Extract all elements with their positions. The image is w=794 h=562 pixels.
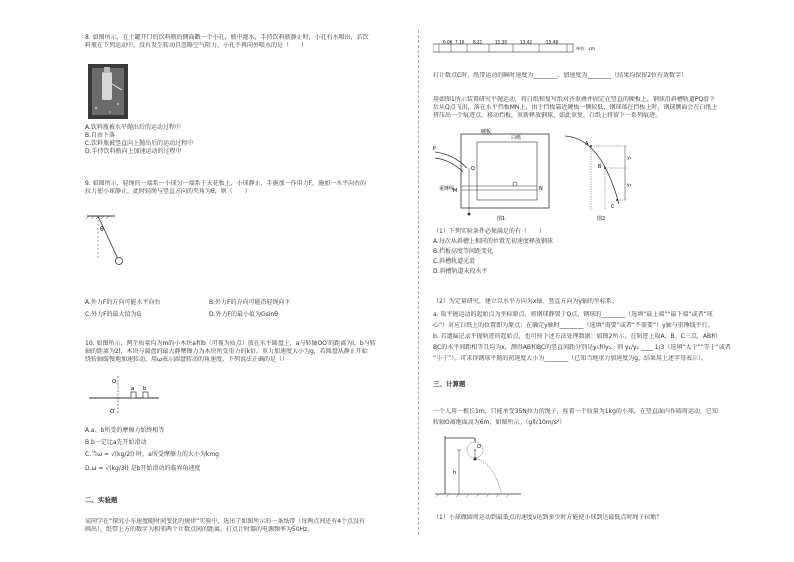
point-b-label: B (598, 164, 602, 170)
theta-label: θ (100, 226, 104, 233)
option-b: B.自由下落 (85, 132, 116, 139)
figure-2-caption: 图2 (597, 216, 606, 222)
point-c-label: C (611, 204, 615, 210)
tape-unit: 单位：cm (576, 46, 595, 51)
axis-o-prime-label: O′ (110, 409, 116, 415)
question-10 (85, 340, 407, 364)
option-a: A.a、b所受的摩擦力始终相等 (85, 427, 165, 434)
question-8-line-2: 料瓶在下列运动中，没有发生转动且忽略空气阻力，小孔不再向外喷水的是（ ） (85, 42, 308, 49)
question-9-line-2: 拉力使小球静止，此时轻绳与竖直方向的夹角为θ，则（ ） (85, 188, 251, 195)
label-n: N (539, 186, 543, 192)
option-d: D.斜槽轨道末段水平 (433, 268, 488, 275)
question-10-line-2: 轴的距离为2l，木块与圆盘的最大静摩擦力为木块所受重力的k倍，重力加速度大小为g，若圆盘从静止开始 (85, 348, 368, 355)
question-13 (433, 408, 758, 427)
part-2-line-4: b. 若遗漏记录平抛轨迹的起始点，也可按下述方法处理数据：如图2所示，在轨迹上取A、B、C三点，AB和 (433, 333, 718, 340)
block-b-label: b (143, 386, 147, 392)
point-a-label: A (585, 141, 589, 147)
option-c: C.斜槽轨道光滑 (433, 258, 476, 265)
option-a: A.外力F的方向可能水平向右 (85, 299, 161, 306)
question-9-options (85, 299, 407, 319)
part-2-line-1: （2）为定量研究，建立以水平方向为x轴、竖直方向为y轴的坐标系。 (433, 298, 618, 305)
part-1-prompt: （1）下列实验条件必须满足的有（ ） (433, 228, 545, 235)
question-12-line-2: 后从Q点飞出，落在水平挡板MN上，由于挡板靠近硬板一侧较低，钢球落在挡板上时，钢球侧面会在白纸上 (433, 104, 718, 111)
vertical-circle-figure (435, 432, 525, 498)
pivot-o-label: O (477, 444, 481, 450)
question-12-line-1: 用如图1所示装置研究平抛运动，将白纸和复写纸对齐重叠并固定在竖直的硬板上，钢球沿斜槽轨道PQ滑下 (433, 96, 716, 103)
question-9-line-1: 9. 如图所示，轻绳的一端系一小球另一端系于天花板上，小球静止，手施加一作用力F，施加一水平向右的 (85, 180, 367, 187)
tape-value-2: 7.10 (455, 40, 465, 45)
question-9 (85, 180, 407, 196)
question-13-part-1: （1）小球做圆周运动到最低点的速度v达到多少时方能使小球到达最低点时绳子拉断？ (433, 514, 663, 521)
question-12-part-1 (433, 228, 553, 276)
option-b: B.挡板高度等间距变化 (433, 248, 494, 255)
section-experiment-heading: 二、实验题 (85, 496, 118, 504)
option-d: D.ω = √(kg/3l) 是b开始滑动的临界角速度 (85, 465, 201, 472)
label-paper: 白纸 (511, 135, 522, 141)
question-8-line-1: 8. 如图所示，在土罐开口的饮料瓶的侧面戳一个小孔，瓶中灌水，手持饮料瓶静止时，小孔有水喷出，若饮 (85, 34, 369, 41)
question-8-options (85, 124, 193, 156)
figure-1-caption: 图1 (497, 216, 506, 222)
part-2-line-6: “小于”）。可求得钢球平抛的初速度大小为________（已知当地重力加速度为g，结果用上述字母表示）。 (433, 355, 708, 362)
label-board: 硬板 (481, 129, 492, 135)
label-plumb: 重锤线 (439, 186, 455, 192)
option-a: A.饮料瓶被水平抛出后的运动过程中 (85, 124, 181, 131)
question-13-line-2: 转轴O离地面高为6m，如图所示。（g取10m/s²） (433, 419, 566, 426)
tape-value-1: 0.06 (443, 40, 453, 45)
label-p: P (433, 146, 437, 152)
bottle-photo (88, 64, 128, 119)
option-b: B.b一定比a先开始滑动 (85, 439, 147, 446)
pendulum-figure (85, 214, 145, 274)
tape-value-3: 8.21 (473, 40, 483, 45)
question-10-options (85, 427, 219, 473)
option-c: C.饮料瓶被竖直向上抛出后的运动过程中 (85, 140, 194, 147)
y1-label: y₁ (627, 156, 632, 161)
option-d: D.外力F的最小值为Gsinθ (209, 311, 278, 318)
turntable-figure (85, 376, 165, 416)
question-11-answer-line: 打计数点C时，纸带运动的瞬时速度为________，加速度为________（结果均保留2位有效数字） (433, 72, 688, 79)
question-12-part-2 (433, 298, 758, 363)
part-2-line-5: BC的水平间距相等且均为x，测得AB和BC的竖直间距分别是y₁和y₂，则 y₁/y₂ ____ 1/3（选填“大于”“等于”或者 (433, 344, 731, 351)
label-m: M (453, 188, 458, 194)
question-12-line-3: 挤压出一个痕迹点，移动挡板，重新释放钢球，如此重复，白纸上将留下一系列痕迹。 (433, 112, 662, 119)
height-h-label: h (453, 470, 457, 476)
section-calculation-heading: 三、计算题 (433, 380, 466, 388)
figure-2-trajectory (561, 130, 641, 223)
block-a-label: a (131, 386, 135, 392)
option-c: C.外力F的最大值为G (85, 311, 142, 318)
tape-value-5: 13.42 (520, 40, 532, 45)
question-10-line-3: 绕转轴缓慢地加速转动，用ω表示圆盘转动的角速度，下列说法正确的是（） (85, 356, 289, 363)
option-d: D.手持饮料瓶向上加速运动的过程中 (85, 148, 182, 155)
question-8 (85, 34, 407, 50)
option-c: C.当ω = √(kg/2l) 时，a所受摩擦力的大小为kmg (85, 451, 219, 458)
label-q: Q (471, 166, 475, 172)
question-10-line-1: 10. 如图所示，两个质量均为m的小木块a和b（可视为质点）放在水平圆盘上，a与转轴OO′的距离为l，b与转 (85, 340, 376, 347)
question-12 (433, 96, 758, 120)
option-b: B.外力F的方向可能沿轻绳向下 (209, 299, 291, 306)
figure-1-apparatus (433, 128, 558, 223)
y2-label: y₂ (627, 183, 632, 188)
axis-o-label: O (112, 379, 117, 385)
column-divider (418, 30, 419, 535)
question-13-line-1: 一个人用一根长1m，只能承受35N拉力的绳子，拴着一个质量为1kg的小球，在竖直面内作圆周运动，已知 (433, 408, 718, 415)
tape-value-6: 15.48 (546, 40, 558, 45)
tape-value-4: 11.30 (495, 40, 507, 45)
paper-tape-figure (433, 40, 603, 58)
part-2-line-3: 心”）对应白纸上的位置即为原点；在确定y轴时________（选填“需要”或者“不需要”）y轴与重锤线平行。 (433, 322, 714, 329)
part-2-line-2: a. 取平抛运动的起始点为坐标原点，将钢球静置于Q点，钢球的________（选填“最上端”“最下端”或者“球 (433, 311, 713, 318)
question-11-line-1: 某同学在“探究小车速度随时间变化的规律”实验中，选出了如图所示的一条纸带（每两点间还有4个点没有 (85, 518, 366, 525)
question-11 (85, 518, 407, 534)
question-11-line-2: 画出），纸带上方的数字为相邻两个计数点间的距离，打点计时器的电源频率为50Hz。 (85, 526, 314, 533)
option-a: A.每次从斜槽上相同的位置无初速度释放钢球 (433, 238, 553, 245)
